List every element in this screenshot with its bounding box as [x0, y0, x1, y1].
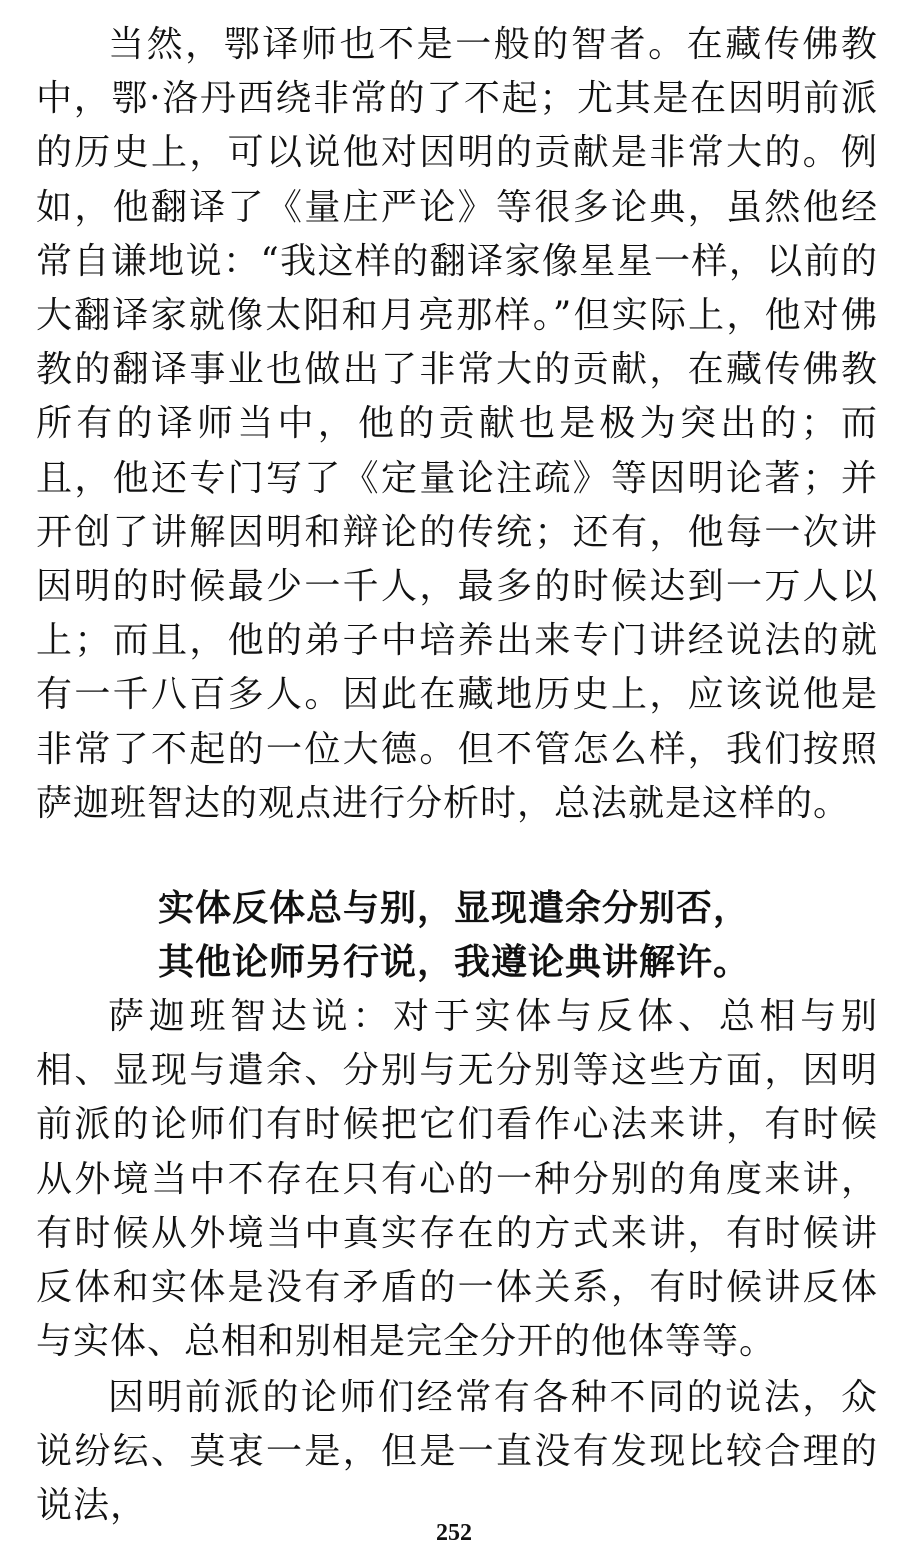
paragraph-ngok-translator: 当然，鄂译师也不是一般的智者。在藏传佛教中，鄂·洛丹西绕非常的了不起；尤其是在因明前派的历史上，可以说他对因明的贡献是非常大的。例如，他翻译了《量庄严论》等很多论典，虽然他经常自谦地说：“我这样的翻译家像星星一样，以前的大翻译家就像太阳和月亮那样。”但实际上，他对佛教的翻译事业也做出了非常大的贡献，在藏传佛教所有的译师当中，他的贡献也是极为突出的；而且，他还专门写了《定量论注疏》等因明论著；并开创了讲解因明和辩论的传统；还有，他每一次讲因明的时候最少一千人，最多的时候达到一万人以上；而且，他的弟子中培养出来专门讲经说法的就有一千八百多人。因此在藏地历史上，应该说他是非常了不起的一位大德。但不管怎么样，我们按照萨迦班智达的观点进行分析时，总法就是这样的。: [36, 24, 878, 824]
page-number: 252: [436, 1520, 472, 1546]
verse-line-2: 其他论师另行说，我遵论典讲解许。: [157, 942, 750, 983]
paragraph-sakya-pandita: 萨迦班智达说：对于实体与反体、总相与别相、显现与遣余、分别与无分别等这些方面，因明前派的论师们有时候把它们看作心法来讲，有时候从外境当中不存在只有心的一种分别的角度来讲，有时候从外境当中真实存在的方式来讲，有时候讲反体和实体是没有矛盾的一体关系，有时候讲反体与实体、总相和别相是完全分开的他体等等。: [36, 996, 878, 1363]
paragraph-earlier-school: 因明前派的论师们经常有各种不同的说法，众说纷纭、莫衷一是，但是一直没有发现比较合理的说法，: [36, 1377, 878, 1527]
verse-line-1: 实体反体总与别，显现遣余分别否，: [157, 888, 750, 929]
